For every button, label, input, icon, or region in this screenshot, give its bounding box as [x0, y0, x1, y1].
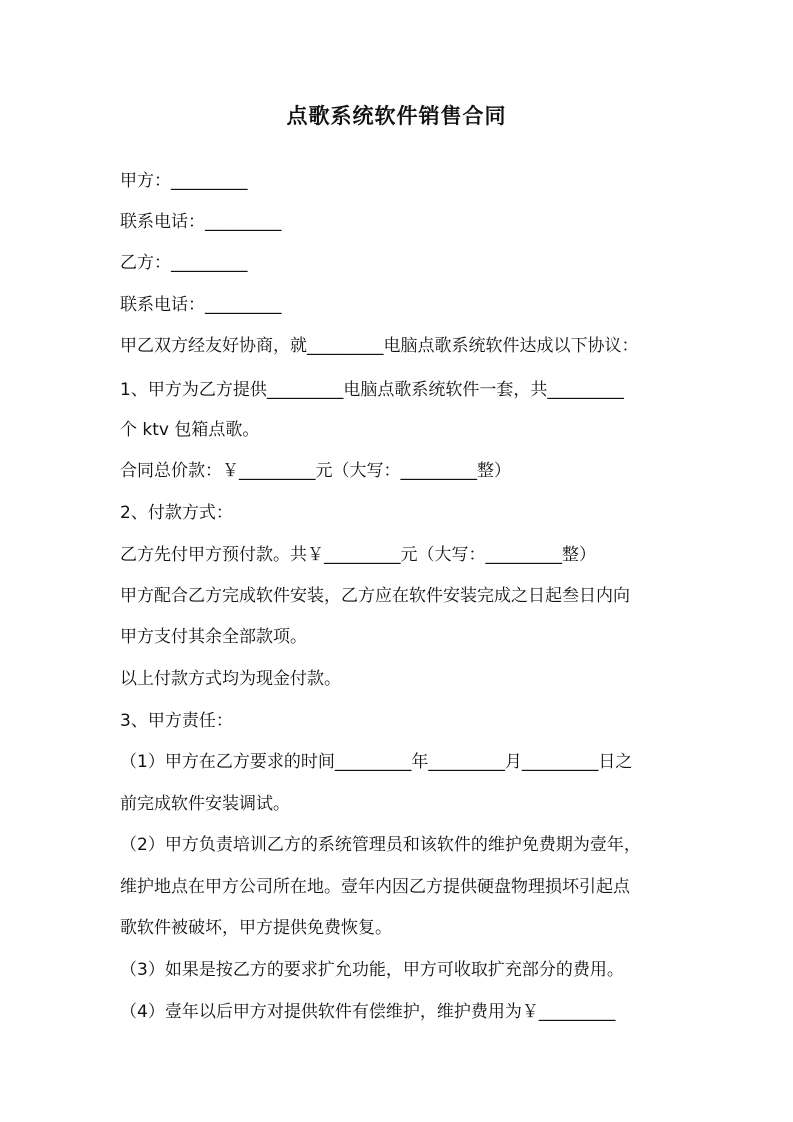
party-b-phone-line: 联系电话：_________ — [120, 295, 282, 315]
intro-line: 甲乙双方经友好协商，就_________电脑点歌系统软件达成以下协议： — [120, 336, 639, 356]
total-price-line: 合同总价款：￥_________元（大写：_________整） — [120, 461, 511, 481]
party-a-phone-line: 联系电话：_________ — [120, 212, 282, 232]
clause-3-item-1: （1）甲方在乙方要求的时间_________年_________月_________日之 — [120, 752, 633, 772]
clause-3-item-2-continued: 维护地点在甲方公司所在地。壹年内因乙方提供硬盘物理损坏引起点 — [120, 877, 630, 897]
party-b-line: 乙方：_________ — [120, 253, 248, 273]
party-a-line: 甲方：_________ — [120, 171, 248, 191]
clause-3-item-2: （2）甲方负责培训乙方的系统管理员和该软件的维护免费期为壹年， — [120, 835, 641, 855]
clause-3-heading: 3、甲方责任： — [120, 711, 233, 731]
clause-3-item-2-end: 歌软件被破坏，甲方提供免费恢复。 — [120, 918, 392, 938]
clause-1-line: 1、甲方为乙方提供_________电脑点歌系统软件一套，共_________ — [120, 380, 624, 400]
prepayment-line: 乙方先付甲方预付款。共￥_________元（大写：_________整） — [120, 545, 596, 565]
cash-payment-line: 以上付款方式均为现金付款。 — [120, 669, 341, 689]
payment-detail-continued: 甲方支付其余全部款项。 — [120, 627, 307, 647]
clause-2-heading: 2、付款方式： — [120, 503, 233, 523]
clause-3-item-3: （3）如果是按乙方的要求扩允功能，甲方可收取扩充部分的费用。 — [120, 960, 624, 980]
document-title: 点歌系统软件销售合同 — [286, 104, 507, 128]
payment-detail-line: 甲方配合乙方完成软件安装，乙方应在软件安装完成之日起叁日内向 — [120, 586, 630, 606]
clause-3-item-1-continued: 前完成软件安装调试。 — [120, 794, 290, 814]
clause-3-item-4: （4）壹年以后甲方对提供软件有偿维护，维护费用为￥_________ — [120, 1002, 616, 1022]
clause-1-continued: 个 ktv 包箱点歌。 — [120, 420, 260, 440]
